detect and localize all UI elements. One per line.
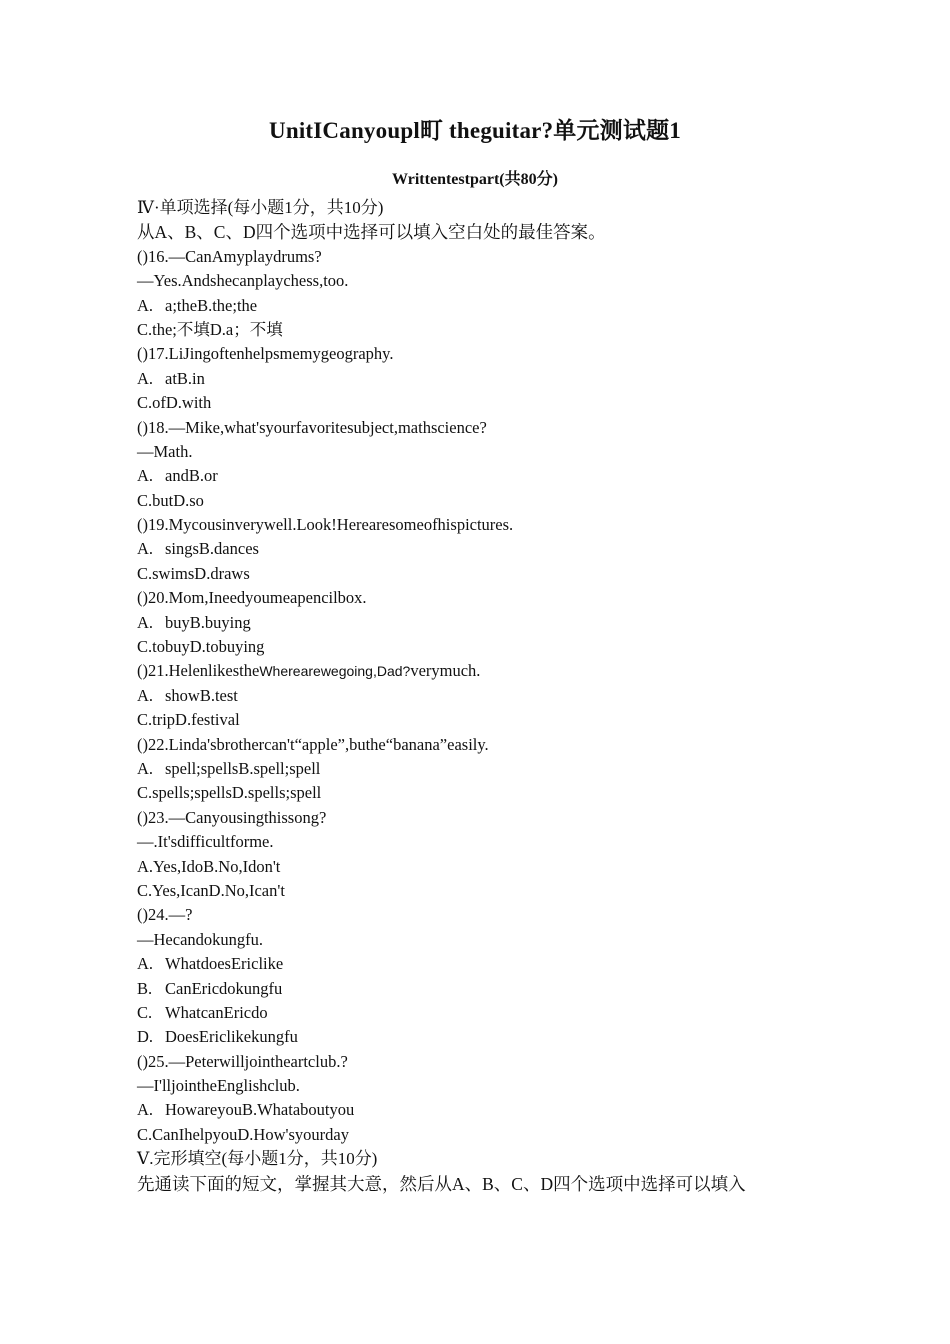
question-line: ()19.Mycousinverywell.Look!Herearesomeofhispictures. xyxy=(137,515,514,535)
question-line: ()22.Linda'sbrothercan't“apple”,buthe“banana”easily. xyxy=(137,734,489,754)
question-line: —I'lljointheEnglishclub. xyxy=(137,1076,300,1096)
option-line xyxy=(137,952,837,976)
option-letter: A. xyxy=(137,954,154,974)
instruction-line: 从A、B、C、D四个选项中选择可以填入空白处的最佳答案。 xyxy=(137,222,606,243)
option-text: showB.test xyxy=(165,685,238,705)
option-text: spell;spellsB.spell;spell xyxy=(165,758,321,778)
option-text: a;theB.the;the xyxy=(165,295,258,315)
option-text: DoesEriclikekungfu xyxy=(165,1027,298,1047)
option-letter: A. xyxy=(137,368,154,388)
option-line xyxy=(137,1098,837,1122)
question-line: ()18.—Mike,what'syourfavoritesubject,mathscience? xyxy=(137,417,487,437)
option-line xyxy=(137,611,837,635)
question-line: ()24.—? xyxy=(137,905,193,925)
page-subtitle: Writtentestpart(共80分) xyxy=(392,171,558,188)
option-text: HowareyouB.Whataboutyou xyxy=(165,1100,355,1120)
option-text: andB.or xyxy=(165,466,218,486)
question-line: C.spells;spellsD.spells;spell xyxy=(137,783,322,803)
question-text: ()21.Helenlikesthe xyxy=(137,661,260,681)
question-line: ()16.—CanAmyplaydrums? xyxy=(137,246,322,266)
option-line xyxy=(137,757,837,781)
instruction-line: 先通读下面的短文，掌握其大意，然后从A、B、C、D四个选项中选择可以填入 xyxy=(137,1173,746,1194)
question-line: C.Yes,IcanD.No,Ican't xyxy=(137,880,285,900)
option-text: WhatcanEricdo xyxy=(165,1002,268,1022)
question-line: C.swimsD.draws xyxy=(137,563,250,583)
question-text: verymuch. xyxy=(410,661,481,681)
option-letter: A. xyxy=(137,295,154,315)
option-letter: A. xyxy=(137,539,154,559)
option-text: CanEricdokungfu xyxy=(165,978,283,998)
section-heading: Ⅳ·单项选择(每小题1分，共10分) xyxy=(137,198,384,217)
question-line: C.CanIhelpyouD.How'syourday xyxy=(137,1124,349,1144)
question-line: C.the;不填D.a；不填 xyxy=(137,319,283,339)
page-title: UnitICanyoupl町 theguitar?单元测试题1 xyxy=(269,118,681,143)
question-line xyxy=(137,659,837,683)
option-letter: B. xyxy=(137,978,153,998)
question-line: ()25.—Peterwilljointheartclub.? xyxy=(137,1051,348,1071)
question-line: C.ofD.with xyxy=(137,393,212,413)
option-letter: D. xyxy=(137,1027,154,1047)
question-line: —.It'sdifficultforme. xyxy=(137,832,274,852)
option-text: WhatdoesEriclike xyxy=(165,954,284,974)
document-body xyxy=(137,196,837,1196)
option-letter: A. xyxy=(137,685,154,705)
option-line xyxy=(137,684,837,708)
option-text: atB.in xyxy=(165,368,205,388)
option-line xyxy=(137,1001,837,1025)
question-line: ()17.LiJingoftenhelpsmemygeography. xyxy=(137,344,394,364)
inline-phrase: Wherearewegoing,Dad? xyxy=(259,663,411,680)
option-text: buyB.buying xyxy=(165,612,251,632)
option-text: singsB.dances xyxy=(165,539,259,559)
option-line xyxy=(137,977,837,1001)
question-line: ()20.Mom,Ineedyoumeapencilbox. xyxy=(137,588,367,608)
question-line: —Hecandokungfu. xyxy=(137,929,264,949)
option-letter: A. xyxy=(137,1100,154,1120)
question-line: C.butD.so xyxy=(137,490,204,510)
section-heading: Ⅴ.完形填空(每小题1分，共10分) xyxy=(137,1149,378,1169)
question-line: ()23.—Canyousingthissong? xyxy=(137,807,327,827)
option-line xyxy=(137,537,837,561)
option-letter: A. xyxy=(137,758,154,778)
option-line xyxy=(137,367,837,391)
option-letter: C. xyxy=(137,1002,153,1022)
option-letter: A. xyxy=(137,466,154,486)
question-line: —Yes.Andshecanplaychess,too. xyxy=(137,271,349,291)
option-line xyxy=(137,464,837,488)
question-line: C.tobuyD.tobuying xyxy=(137,637,265,657)
option-line xyxy=(137,1025,837,1049)
option-letter: A. xyxy=(137,612,154,632)
question-line: A.Yes,IdoB.No,Idon't xyxy=(137,856,281,876)
question-line: —Math. xyxy=(137,441,193,461)
option-line xyxy=(137,294,837,318)
question-line: C.tripD.festival xyxy=(137,710,240,730)
